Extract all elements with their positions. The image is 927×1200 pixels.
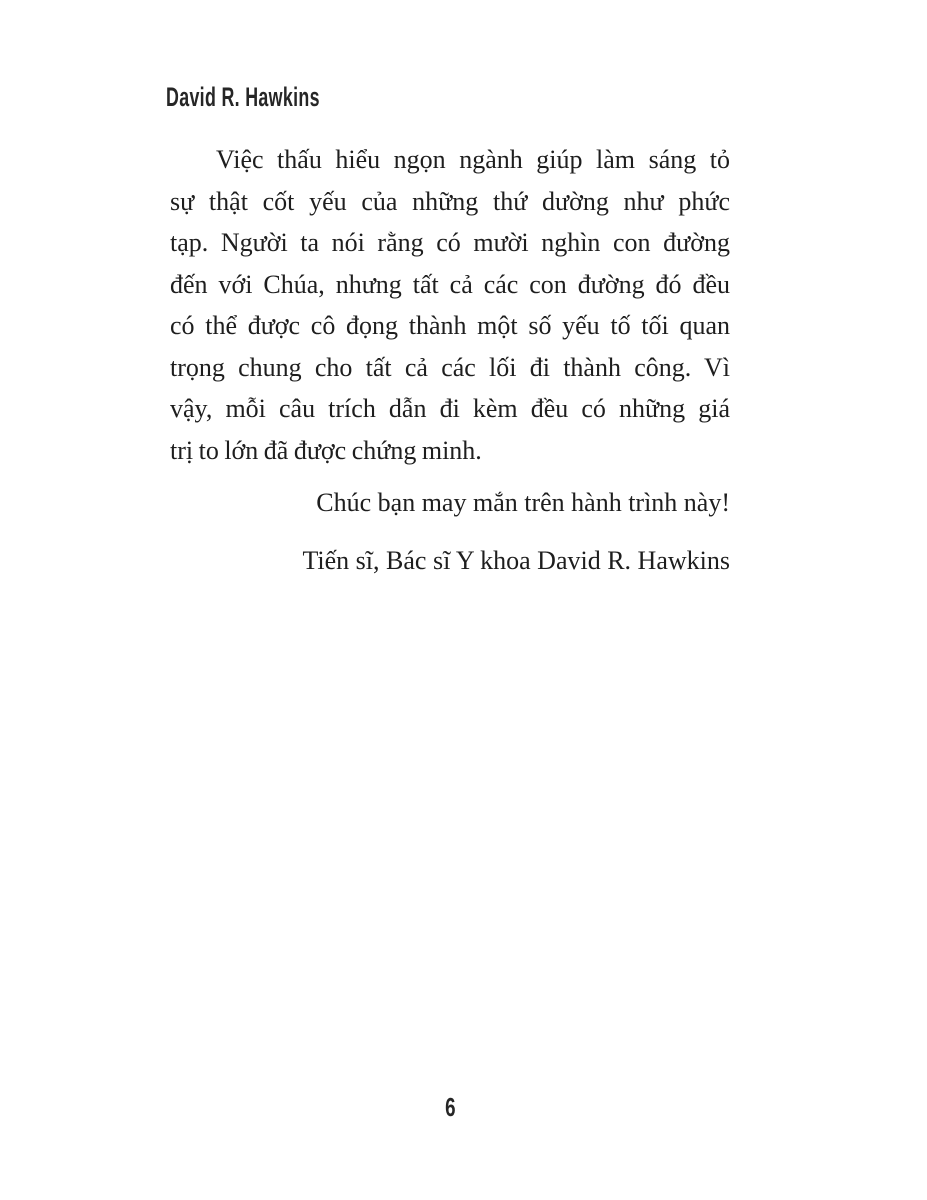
paragraph-line: tạp. Người ta nói rằng có mười nghìn con đường [170, 228, 730, 257]
paragraph-line: Việc thấu hiểu ngọn ngành giúp làm sáng tỏ [216, 145, 730, 174]
closing-line: Chúc bạn may mắn trên hành trình này! [316, 488, 730, 517]
paragraph-line: vậy, mỗi câu trích dẫn đi kèm đều có những giá [170, 394, 730, 423]
paragraph-line: trị to lớn đã được chứng minh. [170, 435, 482, 465]
body-paragraph [170, 139, 730, 471]
paragraph-line: trọng chung cho tất cả các lối đi thành công. Vì [170, 352, 730, 382]
paragraph-line: đến với Chúa, nhưng tất cả các con đường đó đều [170, 269, 730, 299]
page-footer [170, 1094, 730, 1120]
signature-line: Tiến sĩ, Bác sĩ Y khoa David R. Hawkins [302, 545, 730, 575]
closing-block [170, 482, 730, 581]
paragraph-line: sự thật cốt yếu của những thứ dường như phức [170, 186, 730, 216]
running-header-text: David R. Hawkins [166, 82, 320, 112]
paragraph-line: có thể được cô đọng thành một số yếu tố tối quan [170, 311, 730, 340]
running-header [166, 84, 399, 111]
page-number: 6 [444, 1092, 456, 1122]
